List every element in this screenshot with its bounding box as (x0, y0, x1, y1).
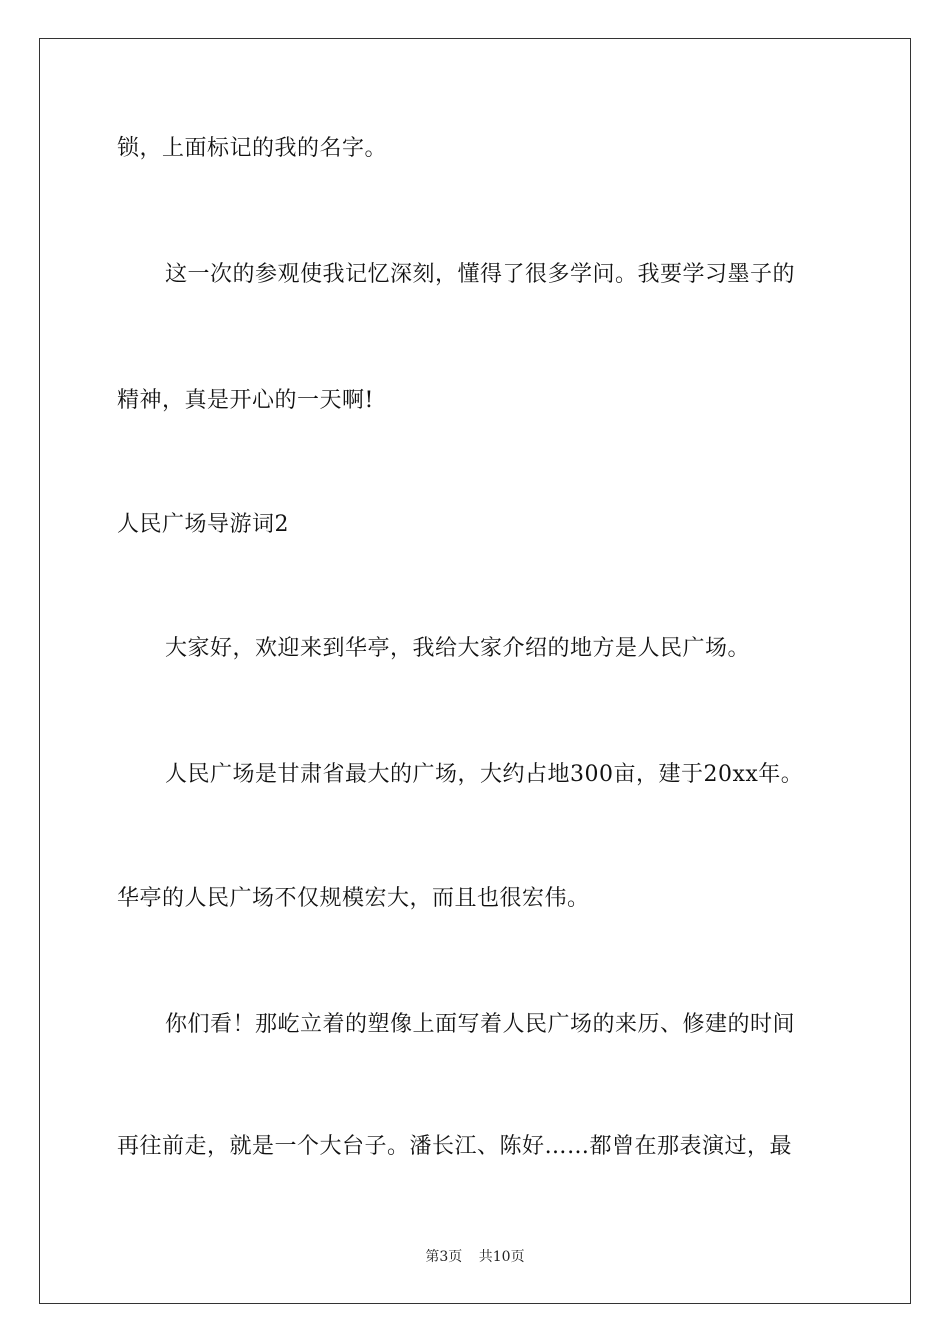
text-line-1: 锁，上面标记的我的名字。 (117, 136, 388, 161)
page-total: 共10页 (478, 1249, 525, 1265)
text-line-3: 精神，真是开心的一天啊! (117, 388, 374, 413)
page-number: 第3页 (425, 1249, 463, 1265)
text-line-2: 这一次的参观使我记忆深刻，懂得了很多学问。我要学习墨子的 (165, 262, 796, 287)
text-line-5: 大家好，欢迎来到华亭，我给大家介绍的地方是人民广场。 (165, 636, 751, 661)
section-heading: 人民广场导游词2 (117, 512, 289, 537)
text-line-7: 华亭的人民广场不仅规模宏大，而且也很宏伟。 (117, 886, 590, 911)
page-border (39, 38, 911, 1304)
text-line-8: 你们看！那屹立着的塑像上面写着人民广场的来历、修建的时间 (165, 1012, 796, 1037)
page-footer (0, 1247, 950, 1267)
text-line-6: 人民广场是甘肃省最大的广场，大约占地300亩，建于20xx年。 (165, 762, 804, 787)
text-line-9: 再往前走，就是一个大台子。潘长江、陈好……都曾在那表演过，最 (117, 1134, 793, 1159)
